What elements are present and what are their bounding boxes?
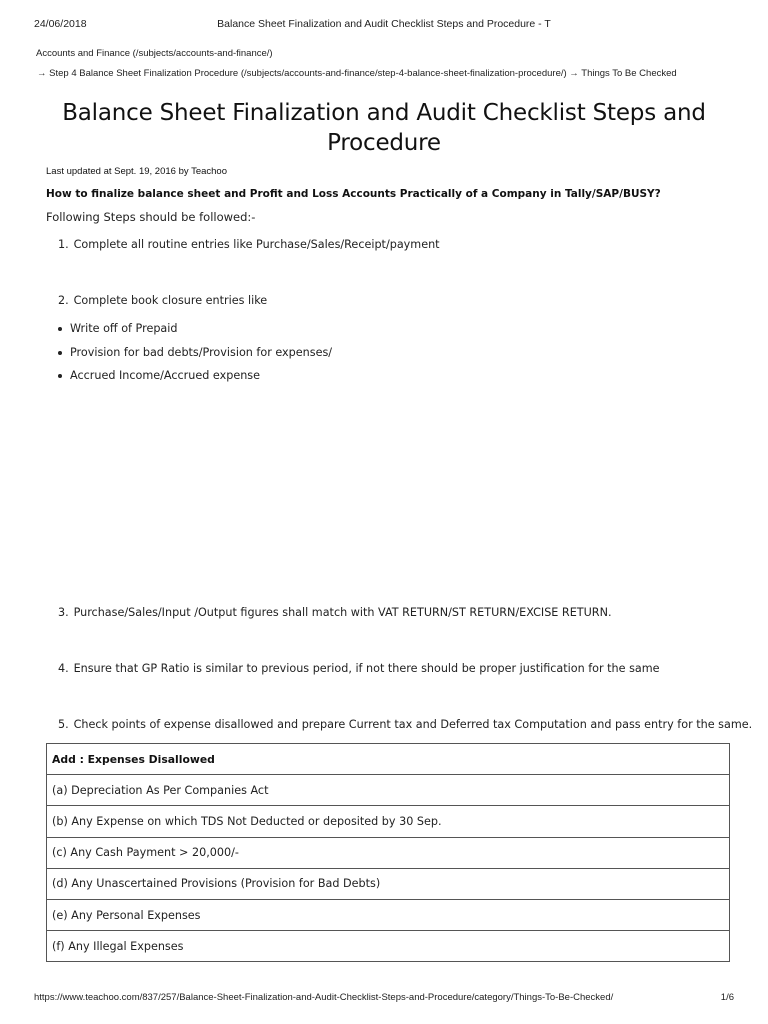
list-item	[58, 345, 332, 369]
print-footer	[34, 992, 734, 1006]
table-row	[47, 868, 730, 899]
table-row	[47, 806, 730, 837]
step-item-1	[58, 238, 440, 251]
table-cell: (e) Any Personal Expenses	[47, 899, 730, 930]
print-date: 24/06/2018	[34, 18, 87, 30]
bullet-icon	[58, 374, 62, 378]
table-cell: (c) Any Cash Payment > 20,000/-	[47, 837, 730, 868]
breadcrumb-link-accounts-and-finance[interactable]: Accounts and Finance (/subjects/accounts-and-finance/)	[36, 48, 273, 59]
expenses-disallowed-table	[46, 743, 730, 962]
closure-entries-list	[58, 321, 332, 392]
table-row	[47, 837, 730, 868]
print-header	[34, 18, 734, 32]
step-item-5	[58, 718, 752, 731]
article-intro: Following Steps should be followed:-	[46, 210, 256, 224]
list-item	[58, 368, 332, 392]
step-item-3	[58, 606, 612, 619]
print-footer-url: https://www.teachoo.com/837/257/Balance-Sheet-Finalization-and-Audit-Checklist-Steps-and-Procedure/category/Things-To-Be-Checked/	[34, 992, 614, 1003]
step-text: Complete all routine entries like Purchase/Sales/Receipt/payment	[73, 238, 440, 251]
step-number: 3.	[58, 606, 69, 619]
table-cell: (a) Depreciation As Per Companies Act	[47, 775, 730, 806]
table-row	[47, 899, 730, 930]
breadcrumb	[36, 44, 736, 84]
table-row	[47, 931, 730, 962]
step-text: Purchase/Sales/Input /Output figures shall match with VAT RETURN/ST RETURN/EXCISE RETURN.	[73, 606, 612, 619]
breadcrumb-arrow-icon: →	[37, 68, 47, 79]
table-cell: (d) Any Unascertained Provisions (Provision for Bad Debts)	[47, 868, 730, 899]
article-question: How to finalize balance sheet and Profit and Loss Accounts Practically of a Company in Tally/SAP/BUSY?	[46, 188, 661, 200]
step-number: 2.	[58, 294, 69, 307]
breadcrumb-arrow-icon: →	[569, 68, 579, 79]
table-row	[47, 775, 730, 806]
table-cell: (f) Any Illegal Expenses	[47, 931, 730, 962]
step-text: Check points of expense disallowed and prepare Current tax and Deferred tax Computation and pass entry for the same.	[73, 718, 753, 731]
breadcrumb-current: Things To Be Checked	[581, 68, 677, 79]
list-item-text: Provision for bad debts/Provision for expenses/	[70, 345, 333, 359]
list-item-text: Write off of Prepaid	[70, 322, 178, 335]
step-number: 1.	[58, 238, 69, 251]
last-updated: Last updated at Sept. 19, 2016 by Teachoo	[46, 166, 227, 177]
print-page-title: Balance Sheet Finalization and Audit Checklist Steps and Procedure - T	[217, 18, 551, 30]
bullet-icon	[58, 351, 62, 355]
breadcrumb-link-step-4[interactable]: Step 4 Balance Sheet Finalization Procedure (/subjects/accounts-and-finance/step-4-balance-sheet-finalization-procedure/)	[49, 68, 567, 79]
bullet-icon	[58, 327, 62, 331]
step-item-4	[58, 662, 660, 675]
table-cell: (b) Any Expense on which TDS Not Deducted or deposited by 30 Sep.	[47, 806, 730, 837]
step-number: 5.	[58, 718, 69, 731]
step-text: Complete book closure entries like	[73, 294, 268, 307]
list-item	[58, 321, 332, 345]
list-item-text: Accrued Income/Accrued expense	[70, 369, 261, 382]
page-number: 1/6	[720, 992, 734, 1003]
table-header-row	[47, 744, 730, 775]
page-title: Balance Sheet Finalization and Audit Checklist Steps and Procedure	[62, 100, 706, 156]
step-item-2	[58, 294, 267, 307]
table-header-cell: Add : Expenses Disallowed	[47, 744, 730, 775]
step-number: 4.	[58, 662, 69, 675]
step-text: Ensure that GP Ratio is similar to previous period, if not there should be proper justification for the same	[73, 662, 660, 675]
